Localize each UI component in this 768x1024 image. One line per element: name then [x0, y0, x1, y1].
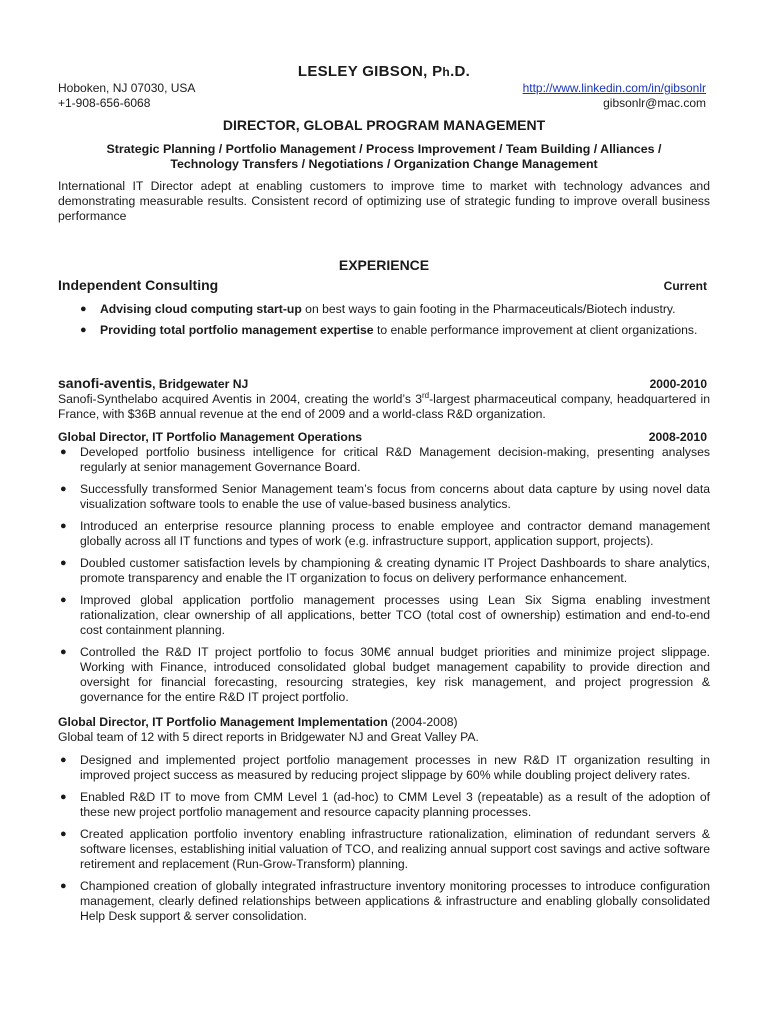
list-item: ● Advising cloud computing start-up on best ways to gain footing in the Pharmaceuticals/Biotech industry. — [80, 302, 676, 316]
list-item: ● Created application portfolio inventory enabling infrastructure rationalization, elimination of redundant servers & software licenses, establishing initial valuation of TCO, and realizing annual support cost savings and active software retirement and replacement (Run-Grow-Transform) planning. — [60, 827, 710, 871]
candidate-name: LESLEY GIBSON, Ph.D. — [297, 63, 471, 80]
role-implementation: Global Director, IT Portfolio Management Implementation (2004-2008) Global team of 12 with 5 direct reports in Bridgewater NJ and Great Valley PA. — [58, 715, 479, 744]
list-item: ● Doubled customer satisfaction levels by championing & creating dynamic IT Project Dashboards to share analytics, promote transparency and enable the IT organization to focus on delivery performance enhancement. — [60, 556, 710, 585]
list-item: ● Designed and implemented project portfolio management processes in new R&D IT organization resulting in improved project success as measured by reducing project slippage by 60% while doubling project delivery rates. — [60, 753, 710, 782]
list-item: ● Improved global application portfolio management processes using Lean Six Sigma enabling investment rationalization, clear ownership of all applications, better TCO (total cost of ownership) estimation and end-to-end cost containment planning. — [60, 593, 710, 637]
list-item: ● Introduced an enterprise resource planning process to enable employee and contractor demand management globally across all IT functions and types of work (e.g. infrastructure support, application support, projects). — [60, 519, 710, 548]
list-item: ● Developed portfolio business intelligence for critical R&D Management decision-making, presenting analyses regularly at senior management Governance Board. — [60, 445, 710, 474]
role2-bullets — [58, 753, 710, 924]
list-item: ● Successfully transformed Senior Management team’s focus from concerns about data capture by using novel data visualization software tools to enable the use of value-based business analytics. — [60, 482, 710, 511]
linkedin-link[interactable]: http://www.linkedin.com/in/gibsonlr — [522, 81, 706, 95]
list-item: ● Championed creation of globally integrated infrastructure inventory monitoring processes to introduce configuration management, clearly defined relationships between applications & infrastructure and enabling globally consolidated Help Desk support & server consolidation. — [60, 879, 710, 923]
keywords: Strategic Planning / Portfolio Management / Process Improvement / Team Building / Alliances / Technology Transfers / Negotiations / Organization Change Management — [106, 142, 662, 171]
contact-row-1 — [58, 81, 706, 95]
phone: +1-908-656-6068 — [58, 96, 151, 110]
consulting-bullets — [78, 302, 710, 338]
headline: DIRECTOR, GLOBAL PROGRAM MANAGEMENT — [222, 117, 546, 133]
list-item: ● Providing total portfolio management expertise to enable performance improvement at client organizations. — [80, 323, 698, 337]
company-consulting: Independent Consulting Current — [58, 277, 707, 293]
company-sanofi: sanofi-aventis, Bridgewater NJ 2000-2010 — [58, 375, 707, 391]
contact-row-2 — [58, 96, 706, 110]
email: gibsonlr@mac.com — [603, 96, 706, 110]
role1-bullets — [58, 445, 710, 705]
summary: International IT Director adept at enabling customers to improve time to market with technology advances and demonstrating measurable results. Consistent record of optimizing use of strategic funding to improve overall business performance — [58, 179, 710, 223]
list-item: ● Controlled the R&D IT project portfolio to focus 30M€ annual budget priorities and minimize project slippage. Working with Finance, introduced consolidated global budget management capability to provide direction and oversight for financial forecasting, resourcing strategies, key risk management, and project progression & governance for the entire R&D IT project portfolio. — [60, 645, 710, 704]
role-operations: Global Director, IT Portfolio Management Operations 2008-2010 — [58, 430, 707, 444]
address: Hoboken, NJ 07030, USA — [58, 81, 196, 95]
list-item: ● Enabled R&D IT to move from CMM Level 1 (ad-hoc) to CMM Level 3 (repeatable) as a result of the adoption of these new project portfolio management and resource capacity planning processes. — [60, 790, 710, 819]
sanofi-description: Sanofi-Synthelabo acquired Aventis in 2004, creating the world’s 3rd-largest pharmaceutical company, headquartered in France, with $36B annual revenue at the end of 2009 and a world-class R&D organization. — [58, 390, 710, 421]
experience-heading: EXPERIENCE — [338, 257, 430, 273]
